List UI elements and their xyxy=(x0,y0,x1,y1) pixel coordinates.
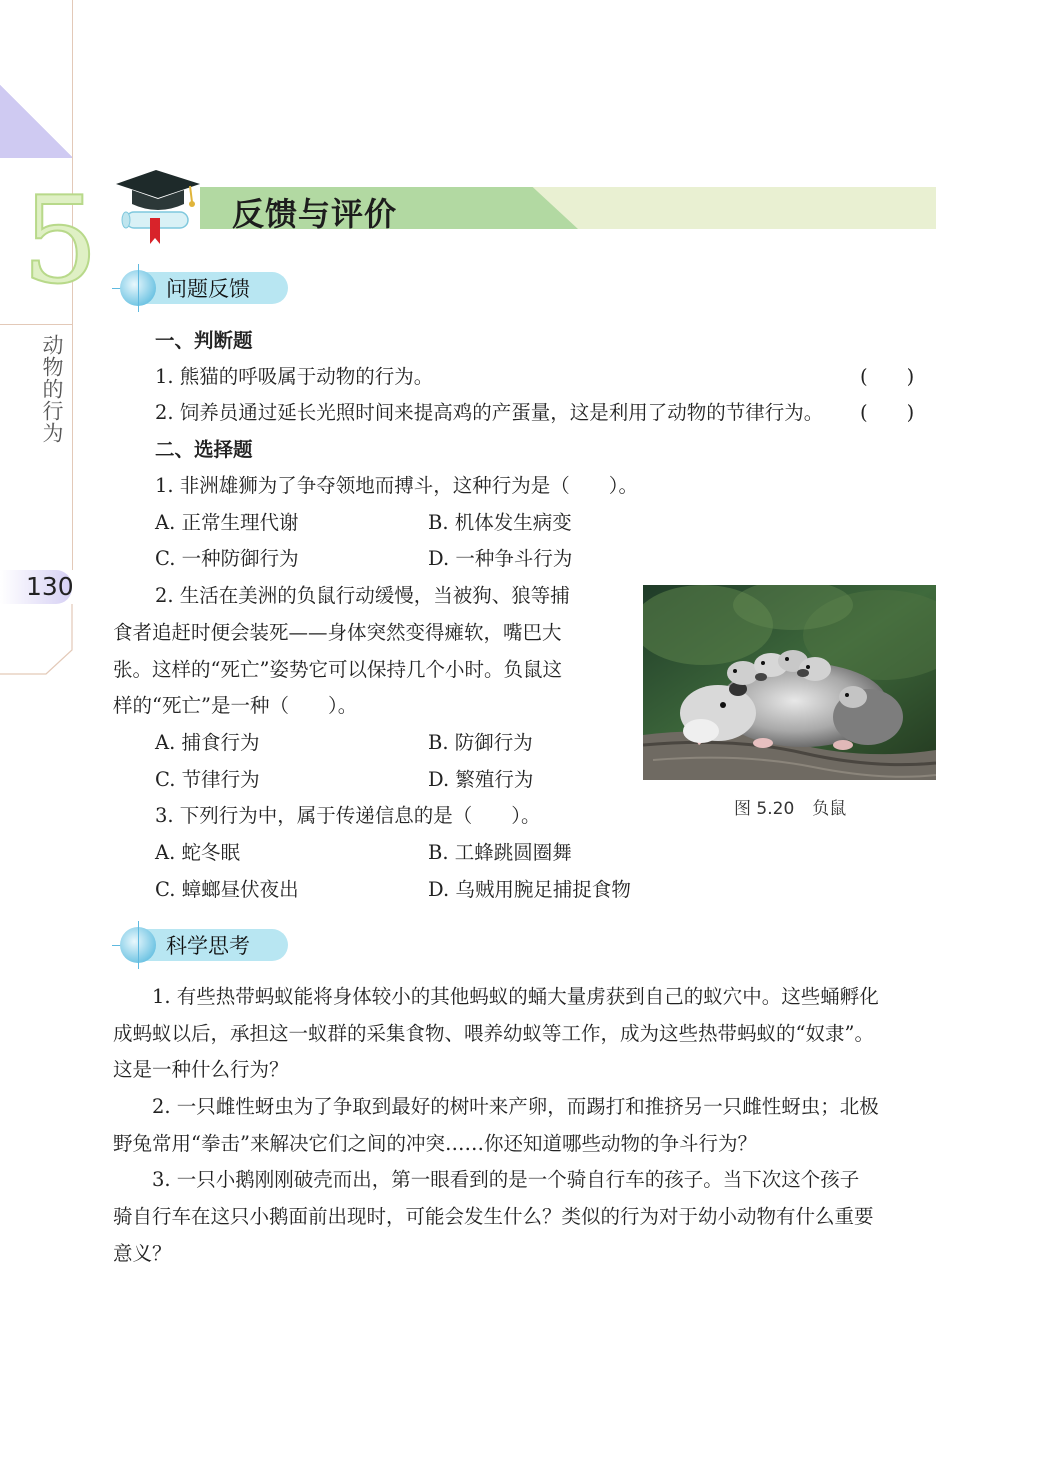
mc1-option-a: A. 正常生理代谢 xyxy=(155,511,299,534)
thinking-q1-line2: 成蚂蚁以后，承担这一蚁群的采集食物、喂养幼蚁等工作，成为这些热带蚂蚁的“奴隶”。 xyxy=(113,1022,874,1045)
banner-title: 反馈与评价 xyxy=(232,195,398,233)
thinking-q3-line2: 骑自行车在这只小鹅面前出现时，可能会发生什么？类似的行为对于幼小动物有什么重要 xyxy=(113,1205,874,1228)
part2-heading: 二、选择题 xyxy=(155,438,253,461)
section-label-feedback xyxy=(112,270,292,306)
page-number: 130 xyxy=(26,572,74,601)
thinking-q3-line3: 意义？ xyxy=(113,1242,172,1265)
section-label-text: 问题反馈 xyxy=(166,277,250,301)
section-label-thinking xyxy=(112,927,292,963)
chapter-title: 动物的行为 xyxy=(40,334,64,444)
mc2-option-c: C. 节律行为 xyxy=(155,768,260,791)
tf-answer-blank-1: ( ) xyxy=(860,365,915,388)
mc-question-2-line1: 2. 生活在美洲的负鼠行动缓慢，当被狗、狼等捕 xyxy=(155,584,570,607)
chapter-number: 5 xyxy=(22,172,99,311)
mc-question-2-line2: 食者追赶时便会装死——身体突然变得瘫软，嘴巴大 xyxy=(113,621,562,644)
mc1-option-c: C. 一种防御行为 xyxy=(155,547,299,570)
thinking-q1-line1: 1. 有些热带蚂蚁能将身体较小的其他蚂蚁的蛹大量虏获到自己的蚁穴中。这些蛹孵化 xyxy=(113,985,879,1008)
figure-caption xyxy=(734,794,864,819)
thinking-q2-line2: 野兔常用“拳击”来解决它们之间的冲突……你还知道哪些动物的争斗行为？ xyxy=(113,1132,757,1155)
mc-question-3: 3. 下列行为中，属于传递信息的是（ ）。 xyxy=(155,804,541,827)
mc-question-2-line4: 样的“死亡”是一种（ ）。 xyxy=(113,694,358,717)
section-label-text: 科学思考 xyxy=(166,934,250,958)
corner-triangle-decoration xyxy=(0,84,72,158)
part1-heading: 一、判断题 xyxy=(155,329,253,352)
tf-question-1: 1. 熊猫的呼吸属于动物的行为。 xyxy=(155,365,434,388)
figure-number: 图 5.20 xyxy=(734,799,795,819)
left-margin xyxy=(0,0,99,1474)
mc3-option-a: A. 蛇冬眠 xyxy=(155,841,240,864)
mc3-option-d: D. 乌贼用腕足捕捉食物 xyxy=(428,878,631,901)
thinking-q2-line1: 2. 一只雌性蚜虫为了争取到最好的树叶来产卵，而踢打和推挤另一只雌性蚜虫；北极 xyxy=(113,1095,879,1118)
thinking-q1-line3: 这是一种什么行为？ xyxy=(113,1058,289,1081)
tab-fold-decoration xyxy=(0,604,74,676)
tf-question-2: 2. 饲养员通过延长光照时间来提高鸡的产蛋量，这是利用了动物的节律行为。 xyxy=(155,401,824,424)
thinking-q3-line1: 3. 一只小鹅刚刚破壳而出，第一眼看到的是一个骑自行车的孩子。当下次这个孩子 xyxy=(113,1168,860,1191)
mc-question-2-line3: 张。这样的“死亡”姿势它可以保持几个小时。负鼠这 xyxy=(113,658,562,681)
mc2-option-a: A. 捕食行为 xyxy=(155,731,260,754)
opossum-photo xyxy=(643,585,936,780)
mc3-option-b: B. 工蜂跳圆圈舞 xyxy=(428,841,572,864)
chapter-separator xyxy=(0,324,72,325)
mc2-option-b: B. 防御行为 xyxy=(428,731,533,754)
mc-question-1: 1. 非洲雄狮为了争夺领地而搏斗，这种行为是（ ）。 xyxy=(155,474,639,497)
mc2-option-d: D. 繁殖行为 xyxy=(428,768,534,791)
section-banner xyxy=(120,187,936,233)
mc1-option-b: B. 机体发生病变 xyxy=(428,511,572,534)
figure-name: 负鼠 xyxy=(812,799,847,819)
mc1-option-d: D. 一种争斗行为 xyxy=(428,547,573,570)
mc3-option-c: C. 蟑螂昼伏夜出 xyxy=(155,878,299,901)
tf-answer-blank-2: ( ) xyxy=(860,401,915,424)
